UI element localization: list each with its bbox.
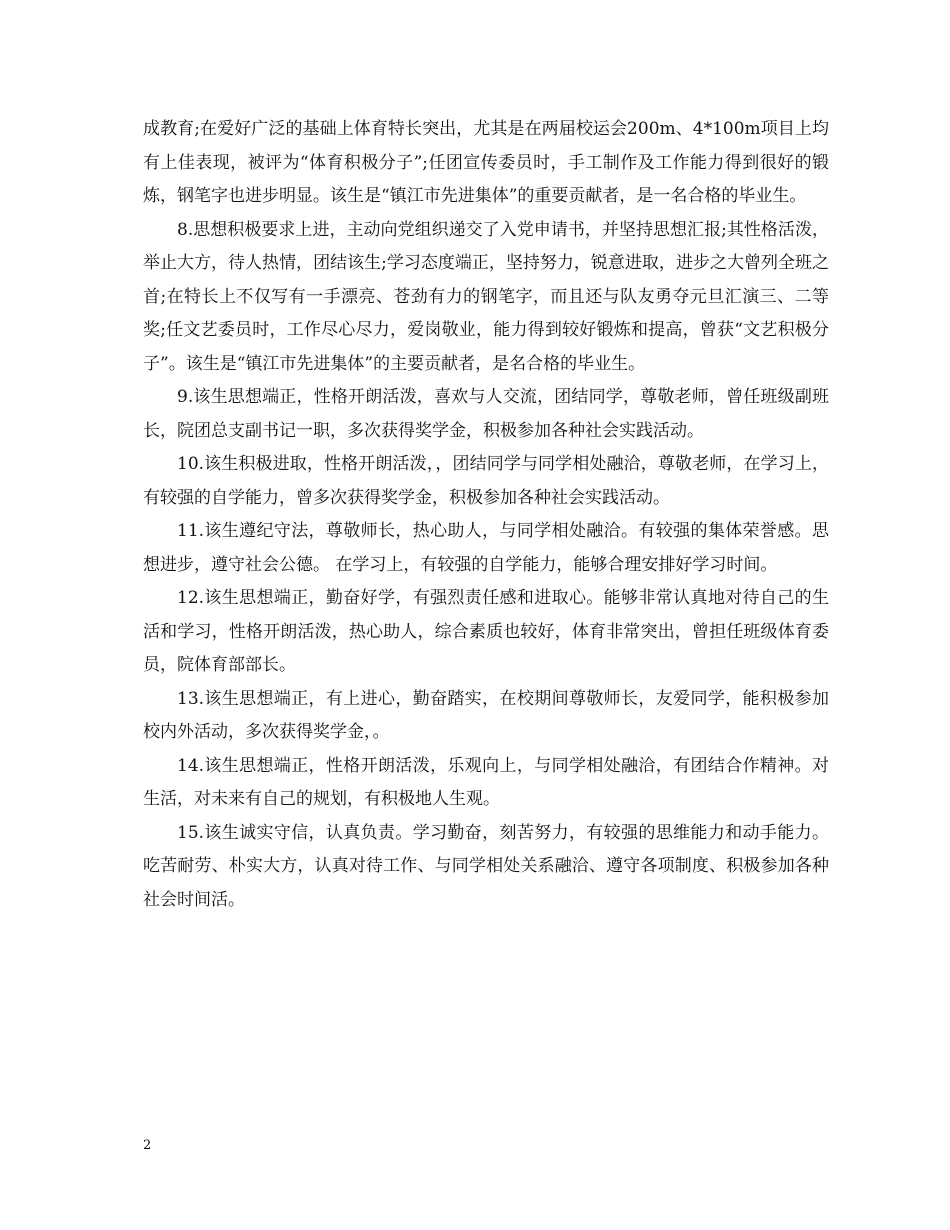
page-number: 2 (143, 1138, 152, 1153)
paragraph-11: 11.该生遵纪守法，尊敬师长，热心助人，与同学相处融洽。有较强的集体荣誉感。思想进步，遵守社会公德。 在学习上，有较强的自学能力，能够合理安排好学习时间。 (143, 521, 829, 575)
paragraph-8: 8.思想积极要求上进，主动向党组织递交了入党申请书，并坚持思想汇报;其性格活泼，举止大方，待人热情，团结该生;学习态度端正，坚持努力，锐意进取，进步之大曾列全班之首;在特长上不仅写有一手漂亮、苍劲有力的钢笔字，而且还与队友勇夺元旦汇演三、二等奖;任文艺委员时，工作尽心尽力，爱岗敬业，能力得到较好锻炼和提高，曾获“文艺积极分子”。该生是“镇江市先进集体”的主要贡献者，是名合格的毕业生。 (143, 219, 829, 374)
paragraph-9: 9.该生思想端正，性格开朗活泼，喜欢与人交流，团结同学，尊敬老师，曾任班级副班长，院团总支副书记一职，多次获得奖学金，积极参加各种社会实践活动。 (143, 387, 829, 441)
paragraph-continued: 成教育;在爱好广泛的基础上体育特长突出，尤其是在两届校运会200m、4*100m项目上均有上佳表现，被评为“体育积极分子”;任团宣传委员时，手工制作及工作能力得到很好的锻炼，钢笔字也进步明显。该生是“镇江市先进集体”的重要贡献者，是一名合格的毕业生。 (143, 119, 829, 206)
document-body (143, 113, 829, 917)
paragraph-12: 12.该生思想端正，勤奋好学，有强烈责任感和进取心。能够非常认真地对待自己的生活和学习，性格开朗活泼，热心助人，综合素质也较好，体育非常突出，曾担任班级体育委员，院体育部部长。 (143, 588, 829, 675)
paragraph-10: 10.该生积极进取，性格开朗活泼，，团结同学与同学相处融洽，尊敬老师，在学习上，有较强的自学能力，曾多次获得奖学金，积极参加各种社会实践活动。 (143, 454, 829, 508)
paragraph-14: 14.该生思想端正，性格开朗活泼，乐观向上，与同学相处融洽，有团结合作精神。对生活，对未来有自己的规划，有积极地人生观。 (143, 755, 829, 809)
paragraph-15: 15.该生诚实守信，认真负责。学习勤奋，刻苦努力，有较强的思维能力和动手能力。吃苦耐劳、朴实大方，认真对待工作、与同学相处关系融洽、遵守各项制度、积极参加各种社会时间活。 (143, 822, 829, 910)
paragraph-13: 13.该生思想端正，有上进心，勤奋踏实，在校期间尊敬师长，友爱同学，能积极参加校内外活动，多次获得奖学金，。 (143, 688, 829, 742)
